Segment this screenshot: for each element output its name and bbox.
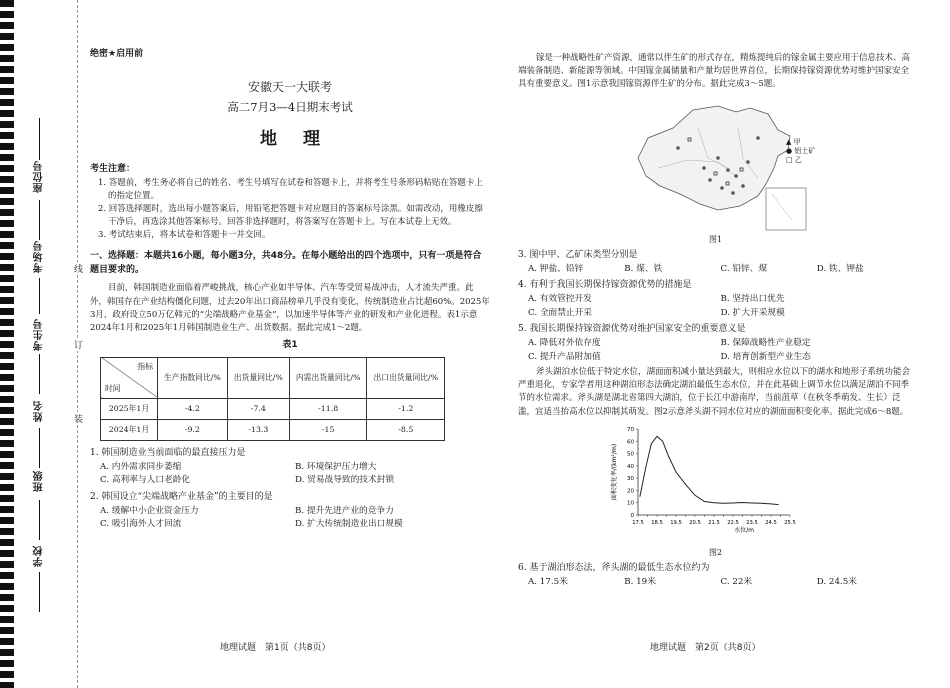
x-tick-label: 21.5 [708, 519, 720, 526]
exam-org: 安徽天一大联考 [247, 79, 332, 94]
figure-1-map [618, 98, 818, 234]
field-line [39, 572, 40, 612]
question-5: 5. 我国长期保持镓资源优势对维护国家安全的重要意义是 [518, 324, 746, 335]
y-tick-label: 50 [627, 451, 634, 458]
binding-margin [14, 0, 84, 688]
field-line [39, 500, 40, 540]
option: B. 19米 [624, 577, 656, 588]
row-time: 2024年1月 [101, 419, 158, 440]
option: B. 煤、铁 [624, 263, 663, 274]
y-tick-label: 30 [627, 475, 634, 482]
field-line [39, 278, 40, 314]
option: B. 保障战略性产业稳定 [720, 338, 811, 349]
table-corner [101, 357, 158, 398]
legend-item: ▲ 甲 [786, 137, 801, 146]
table-cell: -15 [289, 419, 367, 440]
x-tick-label: 25.5 [784, 519, 796, 526]
table-header: 内需出货量同比/% [289, 357, 367, 398]
question-1-options [90, 461, 490, 488]
table-cell: -11.8 [289, 398, 367, 419]
x-tick-label: 22.5 [727, 519, 739, 526]
figure-2-caption: 图2 [708, 547, 723, 557]
secret-label: 绝密★启用前 [90, 49, 144, 59]
x-tick-label: 18.5 [651, 519, 663, 526]
question-2-options [90, 505, 490, 532]
option: B. 提升先进产业的竞争力 [295, 505, 394, 516]
page-right [518, 52, 913, 590]
table-row [101, 398, 445, 419]
question-1: 1. 韩国制造业当前面临的最直接压力是 [90, 447, 246, 458]
option: D. 24.5米 [816, 577, 857, 588]
table-cell: -4.2 [158, 398, 228, 419]
x-tick-label: 20.5 [689, 519, 701, 526]
option: C. 吸引海外人才回流 [100, 519, 182, 530]
option: D. 贸易战导致的技术封锁 [295, 475, 395, 486]
page-left [90, 48, 490, 532]
question-4-options [518, 293, 913, 320]
row-time: 2025年1月 [101, 398, 158, 419]
table-cell: -1.2 [367, 398, 445, 419]
field-school: 学校 [34, 545, 45, 567]
y-tick-label: 60 [627, 439, 634, 446]
question-6-options [518, 576, 913, 589]
table-caption: 表1 [282, 340, 298, 351]
subject-title: 地理 [260, 129, 346, 150]
exam-name: 高二7月3—4日期末考试 [227, 99, 353, 114]
field-line [39, 118, 40, 160]
area-change-chart [608, 423, 798, 541]
notice-item: 3. 考试结束后，将本试卷和答题卡一并交回。 [98, 230, 271, 241]
notice-item: 2. 回答选择题时，选出每小题答案后，用铅笔把答题卡对应题目的答案标号涂黑。如需改动，用橡皮擦干净后，再选涂其他答案标号。回答非选择题时，将答案写在答题卡上。写在本试卷上无效。 [98, 203, 483, 228]
question-3-options [518, 263, 913, 276]
x-tick-label: 23.5 [746, 519, 758, 526]
y-tick-label: 70 [627, 426, 634, 433]
china-map [618, 98, 818, 234]
cut-mark-ding: 订 [74, 338, 83, 351]
y-axis-label: 面积变化率/(km²/m) [611, 443, 618, 500]
option: B. 环境保护压力增大 [295, 461, 377, 472]
footer-left: 地理试题 第1页（共8页） [220, 643, 331, 653]
option: C. 22米 [720, 577, 753, 588]
field-line [39, 200, 40, 240]
option: A. 钾盐、铅锌 [528, 263, 584, 274]
option: D. 铁、钾盐 [816, 263, 864, 274]
x-tick-label: 24.5 [765, 519, 777, 526]
question-3: 3. 图中甲、乙矿床类型分别是 [518, 249, 638, 260]
data-table [100, 357, 445, 441]
table-header: 生产指数同比/% [158, 357, 228, 398]
option: D. 培育创新型产业生态 [720, 351, 811, 362]
option: C. 全面禁止开采 [528, 307, 592, 318]
footer-right: 地理试题 第2页（共8页） [650, 643, 761, 653]
field-exam-room: 考场号 [34, 240, 45, 273]
legend-item: ● 铝土矿 [786, 146, 816, 155]
table-row [101, 419, 445, 440]
option: B. 坚持出口优先 [720, 294, 785, 305]
figure-2-chart [608, 423, 913, 547]
passage-futou-lake: 斧头湖泊水位低于特定水位，湖面面积减小量达到最大，则相应水位以下的湖水和地形子系统功能会严重退化，专家学者用这种湖泊形态法确定湖泊最低生态水位，并在此基础上调节水位以满足湖泊不同季节的水位需求。斧头湖是湖北省第四大湖泊，位于长江中游南岸，当前菹草（在秋冬季萌发、生长）泛滥，宜适当抬高水位以抑制其萌发。图2示意斧头湖不同水位对应的湖面面积变化率。据此完成6～8题。 [518, 367, 911, 417]
section-heading: 一、选择题：本题共16小题，每小题3分，共48分。在每小题给出的四个选项中，只有一项是符合题目要求的。 [90, 251, 482, 276]
notice-item: 1. 答题前，考生务必将自己的姓名、考生号填写在试卷和答题卡上，并将考生号条形码粘贴在答题卡上的指定位置。 [98, 177, 483, 201]
x-axis-label: 水位/m [734, 526, 754, 534]
legend-label: 乙 [794, 155, 802, 164]
x-tick-label: 19.5 [670, 519, 682, 526]
question-5-options [518, 337, 913, 364]
option: A. 降低对外依存度 [528, 338, 601, 349]
y-tick-label: 40 [627, 463, 634, 470]
option: C. 提升产品附加值 [528, 351, 601, 362]
cut-mark-zhuang: 装 [74, 412, 83, 425]
field-line [39, 354, 40, 394]
question-4: 4. 有利于我国长期保持镓资源优势的措施是 [518, 280, 692, 291]
option: C. 铅锌、煤 [720, 263, 768, 274]
notice-title: 考生注意： [90, 163, 136, 174]
legend-label: 铝土矿 [794, 146, 816, 155]
map-legend [786, 138, 815, 165]
option: D. 扩大传统制造业出口规模 [295, 519, 403, 530]
field-student-number: 考生号 [34, 318, 45, 351]
table-cell: -13.3 [227, 419, 289, 440]
series-line [640, 436, 779, 504]
legend-item: □ 乙 [786, 155, 802, 164]
option: A. 内外需求同步萎缩 [100, 461, 182, 472]
table-cell: -7.4 [227, 398, 289, 419]
option: A. 有效管控开发 [528, 294, 592, 305]
option: A. 缓解中小企业资金压力 [100, 505, 199, 516]
question-2: 2. 韩国设立“尖端战略产业基金”的主要目的是 [90, 491, 273, 502]
y-tick-label: 10 [627, 500, 634, 507]
figure-1-caption: 图1 [708, 234, 723, 244]
passage-gallium: 镓是一种战略性矿产资源，通常以伴生矿的形式存在，精炼提纯后的镓金属主要应用于信息技术、高端装备制造、新能源等领域。中国镓金属储量和产量均居世界首位，长期保持镓资源优势对维护国家安全具有重要意义。图1示意我国镓资源伴生矿的分布。据此完成3～5题。 [518, 53, 911, 90]
option: C. 高利率与人口老龄化 [100, 475, 191, 486]
question-6: 6. 基于湖泊形态法，斧头湖的最低生态水位约为 [518, 563, 710, 574]
y-tick-label: 20 [627, 488, 634, 495]
field-class: 班级 [34, 470, 45, 492]
corner-bottom: 时间 [105, 383, 121, 393]
field-name: 姓名 [34, 400, 45, 422]
y-tick-label: 0 [630, 512, 634, 519]
x-tick-label: 17.5 [632, 519, 644, 526]
option: A. 17.5米 [528, 577, 568, 588]
table-header: 出货量同比/% [227, 357, 289, 398]
passage-korea: 目前，韩国制造业面临着严峻挑战，核心产业如半导体、汽车等受贸易战冲击，人才流失严重。此外，韩国存在产业结构僵化问题，过去20年出口商品榜单几乎没有变化，传统制造业占比超60%。2025年3月，政府设立50万亿韩元的“尖端战略产业基金”，以加速半导体等产业的研发和产业化进程。表1示意2024年1月和2025年1月韩国制造业生产、出货数据。据此完成1～2题。 [90, 283, 490, 333]
field-line [39, 428, 40, 468]
corner-top: 指标 [137, 361, 153, 371]
table-header: 出口出货量同比/% [367, 357, 445, 398]
cut-mark-xian: 线 [74, 262, 83, 275]
option: D. 扩大开采规模 [720, 307, 785, 318]
table-cell: -9.2 [158, 419, 228, 440]
legend-label: 甲 [793, 137, 801, 146]
table-cell: -8.5 [367, 419, 445, 440]
field-seat-number: 座位号 [34, 160, 45, 193]
